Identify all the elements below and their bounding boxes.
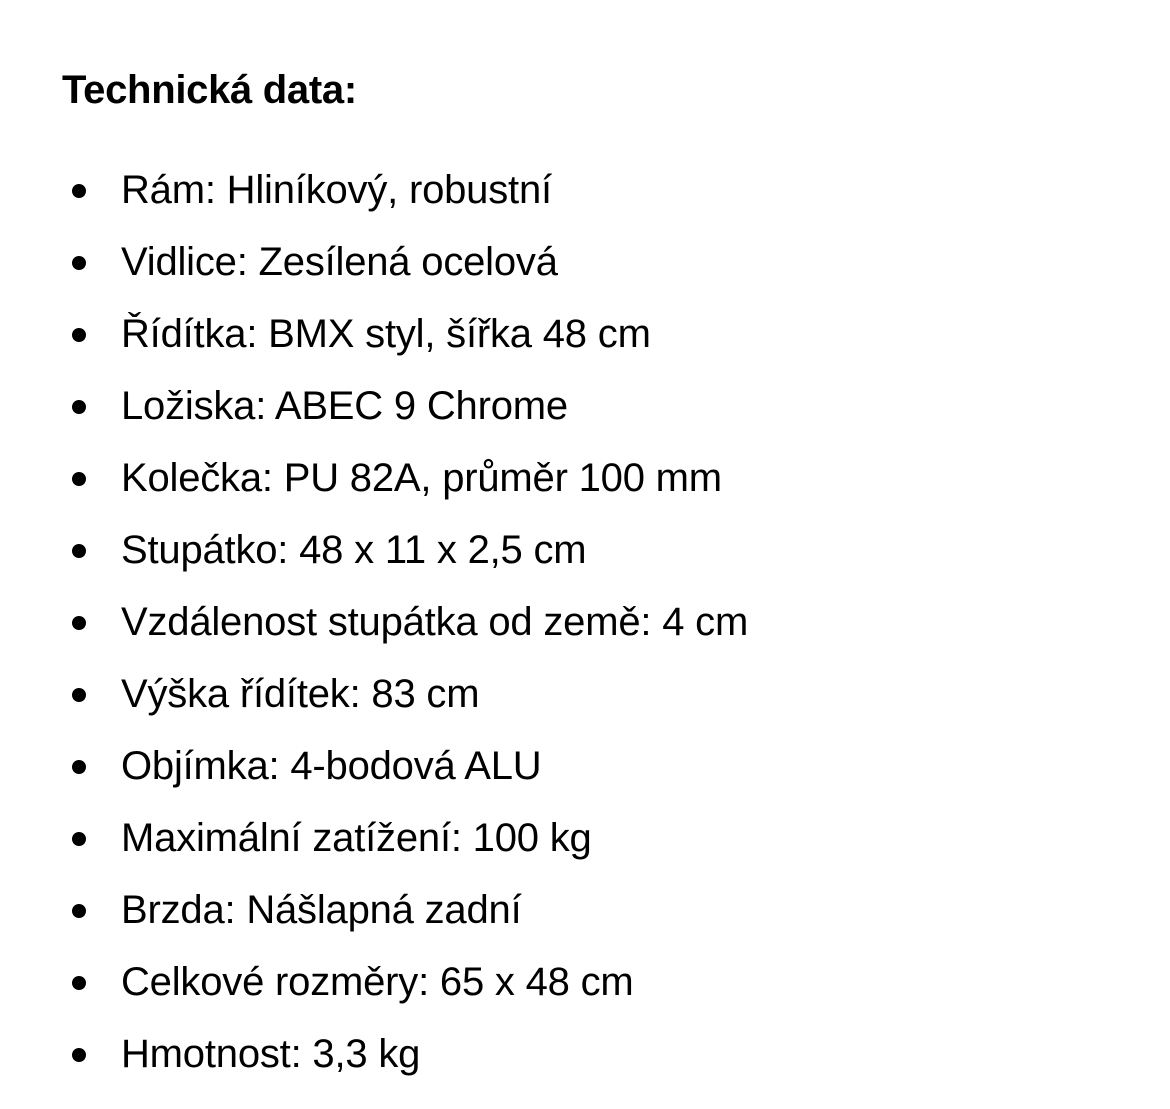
bullet-icon <box>72 760 86 774</box>
spec-text: Řídítka: BMX styl, šířka 48 cm <box>121 312 651 356</box>
bullet-icon <box>72 544 86 558</box>
bullet-icon <box>72 616 86 630</box>
section-heading: Technická data: <box>62 68 357 112</box>
bullet-icon <box>72 1048 86 1062</box>
spec-text: Brzda: Nášlapná zadní <box>121 888 522 932</box>
bullet-icon <box>72 472 86 486</box>
spec-text: Celkové rozměry: 65 x 48 cm <box>121 960 634 1004</box>
spec-text: Vidlice: Zesílená ocelová <box>121 240 558 284</box>
bullet-icon <box>72 184 86 198</box>
bullet-icon <box>72 328 86 342</box>
bullet-icon <box>72 832 86 846</box>
bullet-icon <box>72 256 86 270</box>
bullet-icon <box>72 688 86 702</box>
spec-text: Výška řídítek: 83 cm <box>121 672 480 716</box>
bullet-icon <box>72 976 86 990</box>
spec-text: Kolečka: PU 82A, průměr 100 mm <box>121 456 722 500</box>
spec-text: Maximální zatížení: 100 kg <box>121 816 592 860</box>
bullet-icon <box>72 400 86 414</box>
spec-text: Ložiska: ABEC 9 Chrome <box>121 384 568 428</box>
spec-text: Vzdálenost stupátka od země: 4 cm <box>121 600 749 644</box>
bullet-icon <box>72 904 86 918</box>
spec-text: Objímka: 4-bodová ALU <box>121 744 542 788</box>
spec-text: Stupátko: 48 x 11 x 2,5 cm <box>121 528 587 572</box>
spec-text: Rám: Hliníkový, robustní <box>121 168 552 212</box>
spec-text: Hmotnost: 3,3 kg <box>121 1032 421 1076</box>
